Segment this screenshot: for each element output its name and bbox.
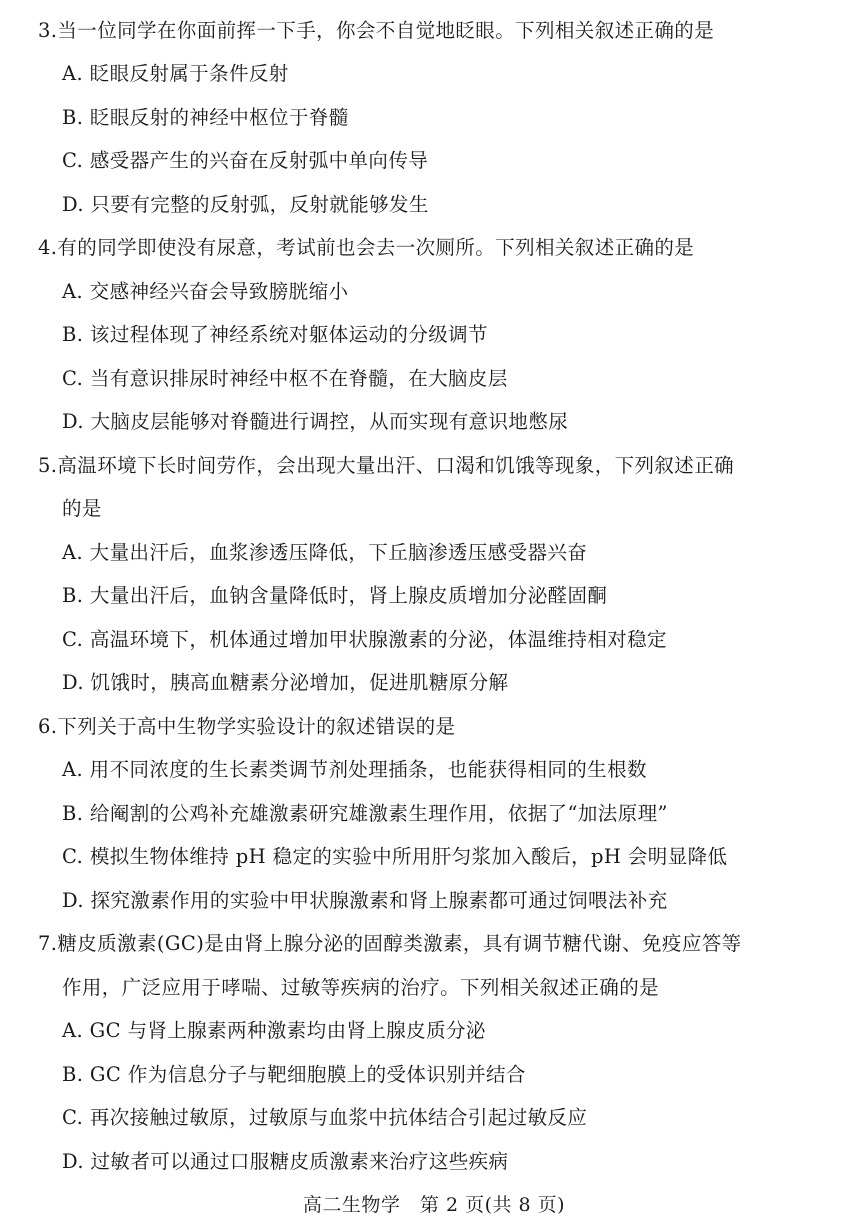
question-4-option-a: A. 交感神经兴奋会导致膀胱缩小 xyxy=(62,280,349,303)
question-5-stem: 5.高温环境下长时间劳作，会出现大量出汗、口渴和饥饿等现象，下列叙述正确 xyxy=(38,454,735,477)
question-4-option-c: C. 当有意识排尿时神经中枢不在脊髓，在大脑皮层 xyxy=(62,367,508,390)
question-5-option-b: B. 大量出汗后，血钠含量降低时，肾上腺皮质增加分泌醛固酮 xyxy=(62,584,608,607)
question-7-option-a: A. GC 与肾上腺素两种激素均由肾上腺皮质分泌 xyxy=(62,1019,486,1042)
question-7-option-b: B. GC 作为信息分子与靶细胞膜上的受体识别并结合 xyxy=(62,1063,526,1086)
question-4-option-d: D. 大脑皮层能够对脊髓进行调控，从而实现有意识地憋尿 xyxy=(62,410,569,433)
question-6-option-c: C. 模拟生物体维持 pH 稳定的实验中所用肝匀浆加入酸后，pH 会明显降低 xyxy=(62,845,728,868)
question-5-stem-continued: 的是 xyxy=(62,497,102,520)
question-3-option-b: B. 眨眼反射的神经中枢位于脊髓 xyxy=(62,106,349,129)
question-3-option-d: D. 只要有完整的反射弧，反射就能够发生 xyxy=(62,193,429,216)
page-footer: 高二生物学 第 2 页(共 8 页) xyxy=(302,1194,566,1216)
question-7-stem-continued: 作用，广泛应用于哮喘、过敏等疾病的治疗。下列相关叙述正确的是 xyxy=(62,976,660,999)
question-5-option-a: A. 大量出汗后，血浆渗透压降低，下丘脑渗透压感受器兴奋 xyxy=(62,541,588,564)
question-4-option-b: B. 该过程体现了神经系统对躯体运动的分级调节 xyxy=(62,323,488,346)
question-7-option-c: C. 再次接触过敏原，过敏原与血浆中抗体结合引起过敏反应 xyxy=(62,1106,588,1129)
question-3-option-c: C. 感受器产生的兴奋在反射弧中单向传导 xyxy=(62,149,429,172)
question-4-stem: 4.有的同学即使没有尿意，考试前也会去一次厕所。下列相关叙述正确的是 xyxy=(38,236,695,259)
question-3-stem: 3.当一位同学在你面前挥一下手，你会不自觉地眨眼。下列相关叙述正确的是 xyxy=(38,19,715,42)
question-7-stem: 7.糖皮质激素(GC)是由肾上腺分泌的固醇类激素，具有调节糖代谢、免疫应答等 xyxy=(38,932,742,955)
question-6-option-b: B. 给阉割的公鸡补充雄激素研究雄激素生理作用，依据了“加法原理” xyxy=(62,802,668,825)
question-5-option-c: C. 高温环境下，机体通过增加甲状腺激素的分泌，体温维持相对稳定 xyxy=(62,628,667,651)
question-6-option-d: D. 探究激素作用的实验中甲状腺激素和肾上腺素都可通过饲喂法补充 xyxy=(62,889,668,912)
question-7-option-d: D. 过敏者可以通过口服糖皮质激素来治疗这些疾病 xyxy=(62,1150,509,1173)
question-6-option-a: A. 用不同浓度的生长素类调节剂处理插条，也能获得相同的生根数 xyxy=(62,758,647,781)
question-3-option-a: A. 眨眼反射属于条件反射 xyxy=(62,62,289,85)
question-6-stem: 6.下列关于高中生物学实验设计的叙述错误的是 xyxy=(38,715,456,738)
question-5-option-d: D. 饥饿时，胰高血糖素分泌增加，促进肌糖原分解 xyxy=(62,671,509,694)
